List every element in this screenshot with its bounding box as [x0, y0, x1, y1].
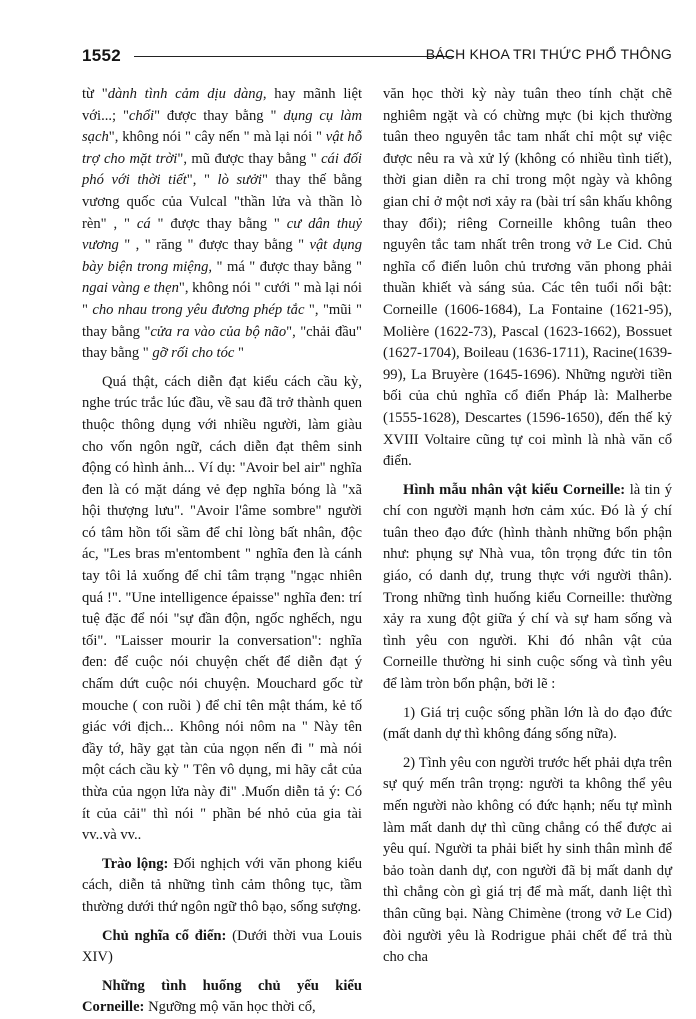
paragraph-classicism-continued: văn học thời kỳ này tuân theo tính chặt chẽ nghiêm ngặt và có chừng mực (bi kịch thường tuân theo nguyên tắc tam nhất chỉ một sự việc được nêu ra và xử lý (không có nhiều tình tiết), thời gian diễn ra chỉ trong một ngày và không gian chỉ ở một nơi xảy ra (bài trí sân khấu không thay đổi); riêng Corneille không tuân theo nguyên tắc tam nhất trên trong vở Le Cid. Chủ nghĩa cổ điển luôn chủ trương văn phong phải thuần khiết và sáng sủa. Các tên tuổi nổi bật: Corneille (1606-1684), La Fontaine (1621-95), Molière (1622-73), Pascal (1623-1662), Bossuet (1627-1704), Boileau (1636-1711), Racine(1639-99), La Bruyère (1645-1696). Những người tiền bối của chủ nghĩa cổ điển Pháp là: Malherbe (1555-1628), Descartes (1596-1650), đến thế kỷ XVIII Voltaire cũng tự coi mình là nhà văn cổ điển.	[383, 86, 672, 470]
page-header	[82, 44, 672, 68]
term-heading: Trào lộng:	[102, 855, 169, 872]
paragraph-corneille-character: Hình mẫu nhân vật kiểu Corneille: là tin ý chí con người mạnh hơn cảm xúc. Đó là ý chí tuân theo đạo đức (hình thành những bổn phận như: phụng sự Nhà vua, tôn trọng đức tin tôn giáo, có danh dự, trung thực với người thân). Trong những tình huống kiểu Corneille: thường xảy ra xung đột giữa ý chí và sự ham sống và tình yêu con người. Khi đó nhân vật của Corneille thường hi sinh cuộc sống và tình yêu để làm tròn bổn phận, bởi lẽ :	[383, 481, 672, 693]
paragraph-point-2: 2) Tình yêu con người trước hết phải dựa trên sự quý mến trân trọng: người ta không thể yêu mến người nào không có đức hạnh; nếu tự mình làm mất danh dự thì cũng chẳng có thể được ai yêu quí. Người ta phải biết hy sinh thân mình để bảo toàn danh dự, con người đã bị mất danh dự thì chẳng còn gì giá trị để mà mất, danh liệt thì thân cũng bại. Nàng Chimène (trong vở Le Cid) đòi người yêu là Rodrigue phải chết để trả thù cho cha	[383, 754, 672, 966]
header-rule	[134, 56, 454, 57]
paragraph-corneille-situations: Những tình huống chủ yếu kiểu Corneille: Ngưỡng mộ văn học thời cổ,	[82, 977, 362, 1016]
paragraph-classicism: Chủ nghĩa cổ điển: (Dưới thời vua Louis XIV)	[82, 927, 362, 966]
term-heading: Những tình huống chủ yếu kiểu Corneille:	[82, 977, 362, 1016]
left-column	[82, 84, 362, 1019]
paragraph-euphemisms: từ "dành tình cảm dịu dàng, hay mãnh liệt với...; "chổi" được thay bằng " dụng cụ làm sạch", không nói " cây nến " mà lại nói " vật hỗ trợ cho mặt trời", mũ được thay bằng " cái đối phó với thời tiết", " lò sưởi" thay thế bằng vương quốc của Vulcal "thần lửa và thần lò rèn" , " cá " được thay bằng " cư dân thuỷ vương " , " răng " được thay bằng " vật dụng bày biện trong miệng, " má " được thay bằng " ngai vàng e thẹn", không nói " cưới " mà lại nói " cho nhau trong yêu đương phép tắc ", "mũi " thay bằng "cửa ra vào của bộ não", "chải đầu" thay bằng " gỡ rối cho tóc "	[82, 86, 363, 362]
right-column	[383, 84, 672, 969]
paragraph-point-1: 1) Giá trị cuộc sống phần lớn là do đạo đức (mất danh dự thì không đáng sống nữa).	[383, 704, 672, 743]
paragraph-trao-long: Trào lộng: Đối nghịch với văn phong kiểu cách, diễn tả những tình cảm thông tục, tầm thường dưới thứ ngôn ngữ thô bạo, sống sượng.	[82, 855, 362, 915]
page-number: 1552	[82, 46, 122, 65]
term-heading: Hình mẫu nhân vật kiểu Corneille:	[403, 481, 626, 498]
running-title: BÁCH KHOA TRI THỨC PHỔ THÔNG	[425, 46, 672, 62]
paragraph-examples: Quá thật, cách diễn đạt kiểu cách cầu kỳ, nghe trúc trắc lúc đầu, về sau đã trở thành quen thuộc thông dụng với nhiều người, làm giàu cho vốn ngôn ngữ, cách diễn đạt thêm sinh động có hình ảnh... Ví dụ: "Avoir bel air" nghĩa đen là có mặt dáng vẻ đẹp nghĩa bóng là "xã hội thượng lưu". "Avoir l'âme sombre" người có tâm hồn tối sầm để chỉ lòng bất nhân, độc ác, "Les bras m'entombent " nghĩa đen là cánh tay tôi lả xuống để chỉ tâm trạng "ngạc nhiên quá !". "Une intelligence épaisse" nghĩa đen: trí tuệ đặc để nói "sự đần độn, ngốc nghếch, ngu tối". "Laisser mourir la conversation": nghĩa đen: để cuộc nói chuyện chết để diễn đạt ý chấm dứt cuộc nói chuyện. Mouchard gốc từ mouche ( con ruồi ) để chỉ tên mật thám, kẻ tố giác với địch... Không nói nôm na " Này tên đầy tớ, hãy gạt tàn của ngọn nến đi " mà nói một cách cầu kỳ " Tên vô dụng, mi hãy cắt của thừa của ngọn lửa này đi" .Muốn diễn tả ý: Có ít của cải" thì nói " phần bé nhỏ của gia tài vv..và vv..	[82, 373, 362, 844]
term-heading: Chủ nghĩa cổ điển:	[102, 927, 227, 944]
